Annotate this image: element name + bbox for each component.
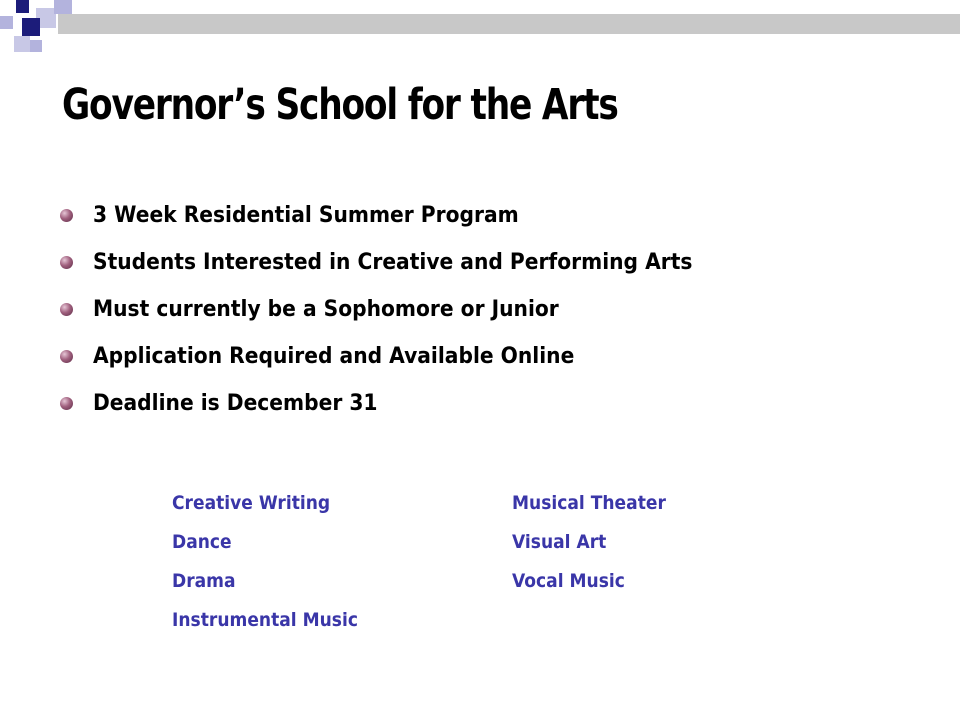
bullet-text: Students Interested in Creative and Performing Arts [93,250,693,275]
sphere-bullet-icon [60,209,73,222]
sphere-bullet-icon [60,350,73,363]
bullet-text: Application Required and Available Online [93,344,575,369]
corner-square-decoration [54,0,72,14]
header-bar [58,14,960,34]
slide-title: Governor’s School for the Arts [62,80,618,130]
discipline-dance: Dance [172,531,232,553]
sphere-bullet-icon [60,303,73,316]
discipline-drama: Drama [172,570,236,592]
bullet-text: 3 Week Residential Summer Program [93,203,519,228]
bullet-item [60,333,745,380]
corner-square-decoration [0,16,13,29]
discipline-instrumental-music: Instrumental Music [172,609,358,631]
bullet-item [60,239,745,286]
corner-square-decoration [16,0,29,13]
discipline-musical-theater: Musical Theater [512,492,666,514]
bullet-list [60,192,745,427]
discipline-column-2 [512,488,683,605]
discipline-visual-art: Visual Art [512,531,607,553]
bullet-item [60,380,745,427]
bullet-text: Deadline is December 31 [93,391,378,416]
sphere-bullet-icon [60,256,73,269]
discipline-vocal-music: Vocal Music [512,570,625,592]
sphere-bullet-icon [60,397,73,410]
bullet-item [60,286,745,333]
corner-square-decoration [22,18,40,36]
bullet-item [60,192,745,239]
corner-square-decoration [30,40,42,52]
discipline-column-1 [172,488,379,644]
corner-square-decoration [14,36,30,52]
bullet-text: Must currently be a Sophomore or Junior [93,297,559,322]
discipline-creative-writing: Creative Writing [172,492,331,514]
